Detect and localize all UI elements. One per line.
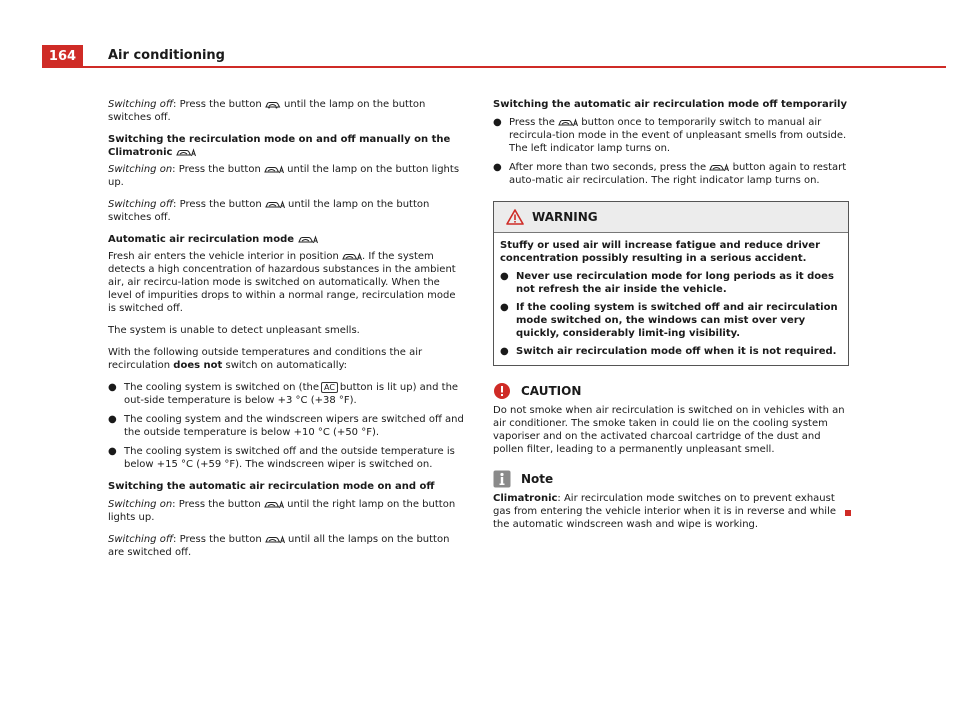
list-item: ● The cooling system is switched off and the outside temperature is below +15 °C (+59 °F). The windscreen wiper is switched on.: [108, 446, 455, 470]
warning-box: [493, 201, 849, 366]
car-recirculation-auto-icon: [558, 118, 578, 127]
caution-text: Do not smoke when air recirculation is switched on in vehicles with an air conditioner. The smoke taken in could lie on the cooling system vaporiser and on the activated charcoal cartridge of the dust and pollen filter, leading to a permanently unpleasant smell.: [493, 405, 845, 455]
warning-intro: Stuffy or used air will increase fatigue and reduce driver concentration possibly resulting in a serious accident.: [500, 240, 821, 264]
paragraph-automatic-description: Fresh air enters the vehicle interior in position . If the system detects a high concentration of hazardous substances in the ambient air, air recircu-lation mode is switched on automatically. When the level of impurities drops to within a normal range, recirculation mode is switched off.: [108, 251, 456, 314]
caution-title: CAUTION: [521, 383, 582, 398]
page-title: Air conditioning: [108, 48, 225, 63]
warning-title: WARNING: [532, 209, 598, 224]
car-recirculation-auto-icon: [265, 200, 285, 209]
warning-triangle-icon: [506, 209, 524, 225]
left-column: [108, 98, 464, 568]
paragraph-switch-off-climatronic: Switching off: Press the button until the lamp on the button switches off.: [108, 199, 430, 223]
caution-header: [493, 382, 849, 400]
list-item: ● The cooling system and the windscreen wipers are switched off and the outside temperature is below +10 °C (+50 °F).: [108, 414, 464, 438]
heading-manual-climatronic: Switching the recirculation mode on and off manually on the Climatronic: [108, 134, 451, 158]
car-recirculation-auto-icon: [264, 165, 284, 174]
paragraph-auto-switch-off: Switching off: Press the button until all the lamps on the button are switched off.: [108, 534, 450, 558]
warning-item: ● If the cooling system is switched off and air recirculation mode switched on, the windows can mist over very quickly, considerably limit-ing visibility.: [500, 302, 838, 339]
car-recirculation-auto-icon: [342, 252, 362, 261]
warning-header: [494, 202, 848, 233]
car-recirculation-auto-icon: [709, 163, 729, 172]
warning-item: ● Switch air recirculation mode off when it is not required.: [500, 346, 837, 357]
caution-circle-icon: [493, 382, 511, 400]
warning-body: [494, 233, 848, 365]
heading-automatic-mode: Automatic air recirculation mode: [108, 233, 464, 246]
car-recirculation-auto-icon: [265, 535, 285, 544]
paragraph-conditions: With the following outside temperatures and conditions the air recirculation does not switch on automatically:: [108, 347, 423, 371]
car-recirculation-auto-icon: [176, 148, 196, 157]
list-item: ● Press the button once to temporarily switch to manual air recircula-tion mode in the event of unpleasant smells from outside. The left indicator lamp turns on.: [493, 117, 847, 154]
car-recirculation-auto-icon: [264, 500, 284, 509]
car-recirculation-icon: [265, 100, 281, 109]
heading-temporary-off: Switching the automatic air recirculation mode off temporarily: [493, 99, 847, 110]
paragraph-switch-on-climatronic: Switching on: Press the button until the lamp on the button lights up.: [108, 164, 460, 188]
page-number: 164: [42, 45, 83, 67]
section-end-marker: [845, 510, 851, 516]
note-text: Climatronic: Air recirculation mode switches on to prevent exhaust gas from entering the vehicle interior when it is in reverse and while the automatic windscreen wash and wipe is working.: [493, 493, 837, 530]
list-item: ● The cooling system is switched on (the AC button is lit up) and the out-side temperature is below +3 °C (+38 °F).: [108, 382, 459, 406]
note-info-icon: [493, 470, 511, 488]
list-item: ● After more than two seconds, press the button again to restart auto-matic air recirculation. The right indicator lamp turns on.: [493, 162, 847, 186]
ac-button-icon: AC: [321, 382, 338, 393]
paragraph-smells: The system is unable to detect unpleasant smells.: [108, 325, 360, 336]
right-column: [493, 98, 849, 540]
note-title: Note: [521, 471, 554, 486]
paragraph-auto-switch-on: Switching on: Press the button until the right lamp on the button lights up.: [108, 499, 456, 523]
paragraph-switch-off-manual: Switching off: Press the button until the lamp on the button switches off.: [108, 99, 426, 123]
note-header: [493, 470, 849, 488]
car-recirculation-auto-icon: [298, 235, 318, 244]
warning-item: ● Never use recirculation mode for long periods as it does not refresh the air inside the vehicle.: [500, 271, 834, 295]
header-rule: [42, 66, 946, 68]
heading-automatic-on-off: Switching the automatic air recirculation mode on and off: [108, 481, 435, 492]
